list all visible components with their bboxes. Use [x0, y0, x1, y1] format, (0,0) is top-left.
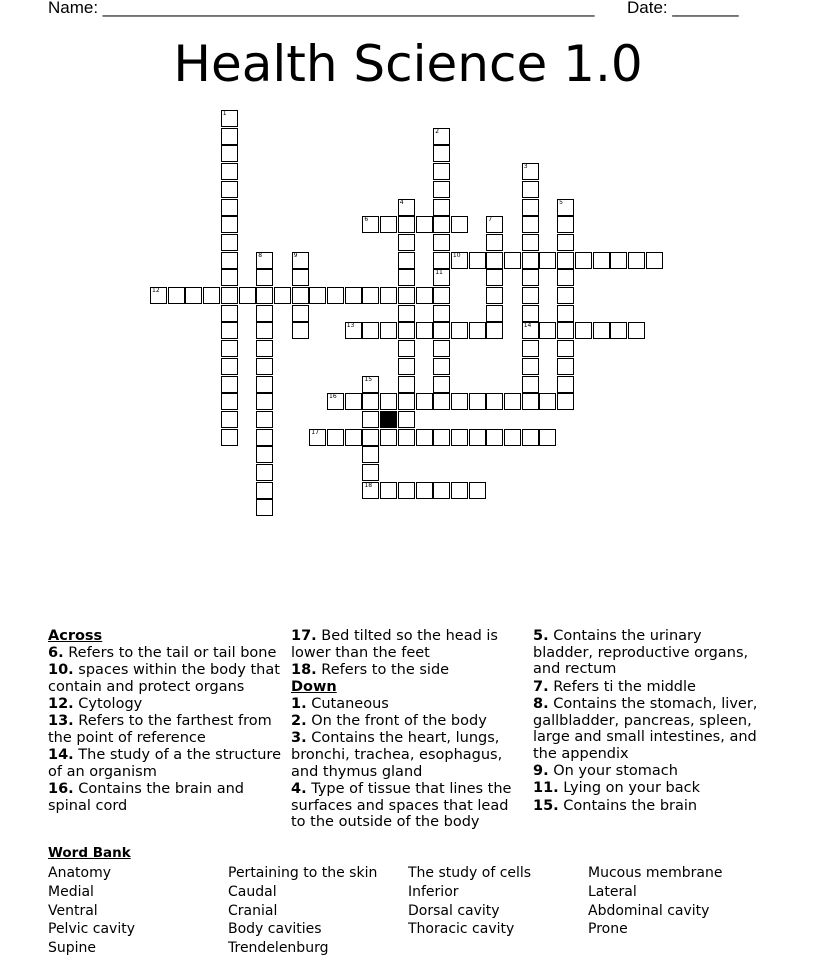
- clue-down-8: 8. Contains the stomach, liver, gallbladder, pancreas, spleen, large and small intestines, and the appendix: [533, 695, 758, 762]
- crossword-cell: [451, 216, 468, 233]
- word-bank-item: Dorsal cavity: [408, 902, 500, 919]
- crossword-cell: [593, 252, 610, 269]
- crossword-cell: [380, 393, 397, 410]
- clues-column-2: [291, 628, 523, 831]
- clues-column-1: [48, 628, 284, 815]
- crossword-cell: [433, 181, 450, 198]
- crossword-cell: [504, 252, 521, 269]
- crossword-cell: [398, 216, 415, 233]
- word-bank-title: Word Bank: [48, 845, 131, 861]
- clue-number: 17: [311, 428, 319, 436]
- word-bank-item: Trendelenburg: [228, 940, 329, 957]
- crossword-cell: [398, 411, 415, 428]
- crossword-cell: [451, 322, 468, 339]
- crossword-cell: [398, 269, 415, 286]
- crossword-cell: [256, 393, 273, 410]
- word-bank-item: Ventral: [48, 902, 98, 919]
- crossword-cell: [486, 393, 503, 410]
- crossword-cell: [539, 393, 556, 410]
- crossword-cell: [469, 429, 486, 446]
- crossword-cell: [203, 287, 220, 304]
- crossword-cell: [398, 482, 415, 499]
- clue-down-5: 5. Contains the urinary bladder, reproductive organs, and rectum: [533, 628, 749, 678]
- crossword-cell: [256, 322, 273, 339]
- crossword-cell: [433, 216, 450, 233]
- clue-number: 5: [559, 198, 563, 206]
- crossword-cell: [522, 234, 539, 251]
- crossword-cell: [451, 429, 468, 446]
- crossword-cell: [168, 287, 185, 304]
- crossword-cell: [256, 411, 273, 428]
- crossword-cell: [433, 358, 450, 375]
- crossword-cell: [221, 305, 238, 322]
- crossword-cell: [504, 429, 521, 446]
- crossword-cell: [469, 393, 486, 410]
- clue-across-14: 14. The study of a the structure of an organism: [48, 746, 281, 780]
- crossword-cell: [522, 216, 539, 233]
- crossword-cell: [362, 216, 379, 233]
- crossword-cell: [433, 145, 450, 162]
- crossword-cell: [451, 393, 468, 410]
- clue-across-18: 18. Refers to the side: [291, 661, 450, 678]
- crossword-cell: [362, 393, 379, 410]
- crossword-cell: [433, 429, 450, 446]
- word-bank-column-1: [48, 864, 135, 958]
- clue-number: 18: [364, 481, 373, 489]
- crossword-cell: [557, 252, 574, 269]
- crossword-cell: [221, 358, 238, 375]
- word-bank-item: Mucous membrane: [588, 865, 723, 881]
- word-bank-column-3: [408, 864, 531, 939]
- crossword-cell: [256, 446, 273, 463]
- crossword-cell: [221, 287, 238, 304]
- crossword-cell: [221, 163, 238, 180]
- clue-down-7: 7. Refers ti the middle: [533, 678, 696, 695]
- crossword-cell: [522, 163, 539, 180]
- crossword-cell: [416, 287, 433, 304]
- crossword-cell: [433, 269, 450, 286]
- crossword-cell: [345, 429, 362, 446]
- crossword-cell: [221, 252, 238, 269]
- word-bank-item: Anatomy: [48, 865, 112, 881]
- crossword-cell: [522, 199, 539, 216]
- crossword-cell: [256, 340, 273, 357]
- crossword-cell: [398, 199, 415, 216]
- clue-number: 13: [346, 322, 355, 330]
- word-bank-item: Inferior: [408, 883, 459, 900]
- crossword-cell: [522, 287, 539, 304]
- down-heading: Down: [291, 679, 337, 696]
- clue-across-17: 17. Bed tilted so the head is lower than the feet: [291, 628, 498, 661]
- crossword-cell: [486, 234, 503, 251]
- crossword-cell: [256, 358, 273, 375]
- crossword-cell: [504, 393, 521, 410]
- crossword-cell: [398, 393, 415, 410]
- crossword-cell: [522, 181, 539, 198]
- crossword-cell: [380, 287, 397, 304]
- crossword-cell: [433, 287, 450, 304]
- clue-number: 8: [258, 251, 263, 259]
- crossword-cell: [362, 482, 379, 499]
- crossword-cell: [416, 482, 433, 499]
- crossword-cell: [557, 305, 574, 322]
- crossword-cell: [398, 252, 415, 269]
- crossword-block-cell: [380, 411, 397, 428]
- crossword-cell: [256, 499, 273, 516]
- crossword-cell: [451, 252, 468, 269]
- clue-down-4: 4. Type of tissue that lines the surfaces and spaces that lead to the outside of the body: [291, 780, 512, 831]
- crossword-cell: [557, 199, 574, 216]
- crossword-cell: [345, 393, 362, 410]
- crossword-cell: [451, 482, 468, 499]
- clue-number: 11: [435, 269, 443, 277]
- crossword-cell: [256, 429, 273, 446]
- word-bank-item: Caudal: [228, 883, 277, 900]
- crossword-cell: [362, 429, 379, 446]
- clue-down-15: 15. Contains the brain: [533, 797, 698, 814]
- crossword-cell: [274, 287, 291, 304]
- crossword-cell: [433, 305, 450, 322]
- crossword-cell: [486, 305, 503, 322]
- crossword-cell: [380, 322, 397, 339]
- crossword-cell: [239, 287, 256, 304]
- crossword-cell: [327, 287, 344, 304]
- word-bank-item: Thoracic cavity: [408, 921, 515, 938]
- crossword-cell: [416, 429, 433, 446]
- crossword-cell: [416, 216, 433, 233]
- clue-down-3: 3. Contains the heart, lungs, bronchi, trachea, esophagus, and thymus gland: [291, 730, 503, 780]
- clue-number: 4: [399, 198, 404, 206]
- clue-number: 6: [364, 216, 369, 224]
- crossword-cell: [469, 322, 486, 339]
- clue-number: 1: [222, 110, 227, 117]
- clue-across-10: 10. spaces within the body that contain and protect organs: [48, 661, 280, 695]
- crossword-cell: [433, 393, 450, 410]
- word-bank-item: Body cavities: [228, 921, 322, 938]
- crossword-cell: [398, 287, 415, 304]
- word-bank-column-4: [588, 864, 722, 939]
- crossword-cell: [433, 340, 450, 357]
- crossword-cell: [557, 340, 574, 357]
- word-bank-item: Cranial: [228, 902, 278, 919]
- word-bank-item: Abdominal cavity: [588, 902, 710, 919]
- crossword-cell: [221, 269, 238, 286]
- crossword-cell: [539, 252, 556, 269]
- crossword-cell: [486, 429, 503, 446]
- crossword-cell: [256, 252, 273, 269]
- crossword-cell: [539, 429, 556, 446]
- clue-number: 16: [329, 393, 337, 401]
- crossword-cell: [522, 340, 539, 357]
- date-field-label: Date: _______: [627, 0, 739, 17]
- word-bank-item: Pertaining to the skin: [228, 865, 378, 881]
- crossword-cell: [292, 322, 309, 339]
- clue-number: 12: [152, 287, 160, 294]
- crossword-cell: [221, 393, 238, 410]
- clue-number: 10: [452, 251, 461, 259]
- crossword-cell: [292, 287, 309, 304]
- crossword-cell: [398, 322, 415, 339]
- crossword-cell: [256, 464, 273, 481]
- clue-number: 3: [523, 163, 528, 171]
- crossword-cell: [362, 322, 379, 339]
- crossword-cell: [469, 482, 486, 499]
- crossword-cell: [185, 287, 202, 304]
- crossword-cell: [522, 429, 539, 446]
- crossword-cell: [433, 322, 450, 339]
- crossword-cell: [256, 482, 273, 499]
- crossword-cell: [628, 322, 645, 339]
- crossword-cell: [221, 216, 238, 233]
- crossword-cell: [433, 234, 450, 251]
- name-field-label: Name: ____________________________________________________: [48, 0, 595, 17]
- crossword-cell: [486, 216, 503, 233]
- crossword-cell: [610, 322, 627, 339]
- crossword-cell: [486, 252, 503, 269]
- crossword-cell: [575, 322, 592, 339]
- crossword-cell: [150, 287, 167, 304]
- crossword-cell: [221, 376, 238, 393]
- crossword-cell: [522, 393, 539, 410]
- clue-down-9: 9. On your stomach: [533, 763, 678, 780]
- crossword-cell: [345, 322, 362, 339]
- crossword-cell: [221, 199, 238, 216]
- crossword-cell: [327, 393, 344, 410]
- crossword-cell: [557, 269, 574, 286]
- crossword-cell: [221, 234, 238, 251]
- crossword-cell: [221, 181, 238, 198]
- clue-across-12: 12. Cytology: [48, 695, 143, 712]
- crossword-cell: [362, 411, 379, 428]
- crossword-cell: [628, 252, 645, 269]
- crossword-cell: [398, 358, 415, 375]
- crossword-cell: [362, 446, 379, 463]
- crossword-cell: [309, 429, 326, 446]
- word-bank-item: Pelvic cavity: [48, 921, 135, 938]
- crossword-cell: [327, 429, 344, 446]
- crossword-cell: [256, 287, 273, 304]
- clue-down-1: 1. Cutaneous: [291, 695, 389, 712]
- crossword-cell: [469, 252, 486, 269]
- crossword-cell: [557, 376, 574, 393]
- clue-number: 14: [523, 322, 532, 330]
- crossword-cell: [522, 376, 539, 393]
- word-bank-item: Medial: [48, 883, 94, 900]
- crossword-cell: [380, 216, 397, 233]
- clue-number: 2: [435, 127, 440, 135]
- clue-across-13: 13. Refers to the farthest from the point of reference: [48, 713, 272, 746]
- crossword-cell: [610, 252, 627, 269]
- crossword-cell: [593, 322, 610, 339]
- crossword-cell: [486, 287, 503, 304]
- clue-down-2: 2. On the front of the body: [291, 713, 487, 730]
- crossword-cell: [416, 393, 433, 410]
- crossword-cell: [292, 269, 309, 286]
- crossword-cell: [433, 199, 450, 216]
- crossword-cell: [362, 464, 379, 481]
- crossword-cell: [433, 482, 450, 499]
- crossword-cell: [398, 234, 415, 251]
- crossword-cell: [522, 252, 539, 269]
- word-bank-item: Prone: [588, 921, 628, 938]
- crossword-cell: [557, 393, 574, 410]
- crossword-cell: [380, 482, 397, 499]
- crossword-cell: [221, 429, 238, 446]
- crossword-cell: [557, 358, 574, 375]
- crossword-cell: [539, 322, 556, 339]
- crossword-cell: [221, 145, 238, 162]
- crossword-cell: [433, 252, 450, 269]
- crossword-cell: [557, 287, 574, 304]
- clue-across-16: 16. Contains the brain and spinal cord: [48, 780, 244, 814]
- crossword-cell: [221, 128, 238, 145]
- crossword-cell: [646, 252, 663, 269]
- crossword-cell: [398, 340, 415, 357]
- crossword-cell: [433, 128, 450, 145]
- crossword-cell: [416, 322, 433, 339]
- clue-down-11: 11. Lying on your back: [533, 780, 700, 797]
- word-bank-item: The study of cells: [408, 865, 532, 881]
- word-bank-column-2: [228, 864, 377, 958]
- crossword-cell: [557, 234, 574, 251]
- crossword-cell: [256, 305, 273, 322]
- crossword-cell: [486, 322, 503, 339]
- clue-number: 7: [488, 216, 493, 224]
- crossword-cell: [380, 429, 397, 446]
- page-title: Health Science 1.0: [173, 35, 643, 93]
- crossword-cell: [557, 216, 574, 233]
- clues-column-3: [533, 628, 758, 815]
- crossword-cell: [362, 376, 379, 393]
- clue-number: 9: [293, 251, 298, 259]
- crossword-cell: [345, 287, 362, 304]
- crossword-cell: [557, 322, 574, 339]
- crossword-cell: [433, 163, 450, 180]
- crossword-cell: [256, 376, 273, 393]
- crossword-cell: [398, 429, 415, 446]
- crossword-cell: [256, 269, 273, 286]
- crossword-cell: [221, 322, 238, 339]
- crossword-cell: [221, 340, 238, 357]
- crossword-cell: [398, 305, 415, 322]
- across-heading: Across: [48, 628, 103, 644]
- crossword-cell: [522, 269, 539, 286]
- word-bank-item: Supine: [48, 940, 97, 957]
- crossword-cell: [221, 110, 238, 127]
- crossword-cell: [522, 305, 539, 322]
- word-bank-item: Lateral: [588, 883, 637, 900]
- crossword-cell: [522, 322, 539, 339]
- crossword-cell: [433, 376, 450, 393]
- crossword-cell: [486, 269, 503, 286]
- crossword-cell: [309, 287, 326, 304]
- crossword-cell: [575, 252, 592, 269]
- crossword-cell: [522, 358, 539, 375]
- crossword-cell: [221, 411, 238, 428]
- crossword-cell: [362, 287, 379, 304]
- crossword-cell: [292, 252, 309, 269]
- crossword-cell: [292, 305, 309, 322]
- clue-number: 15: [364, 375, 373, 383]
- crossword-cell: [398, 376, 415, 393]
- clue-across-6: 6. Refers to the tail or tail bone: [48, 644, 277, 661]
